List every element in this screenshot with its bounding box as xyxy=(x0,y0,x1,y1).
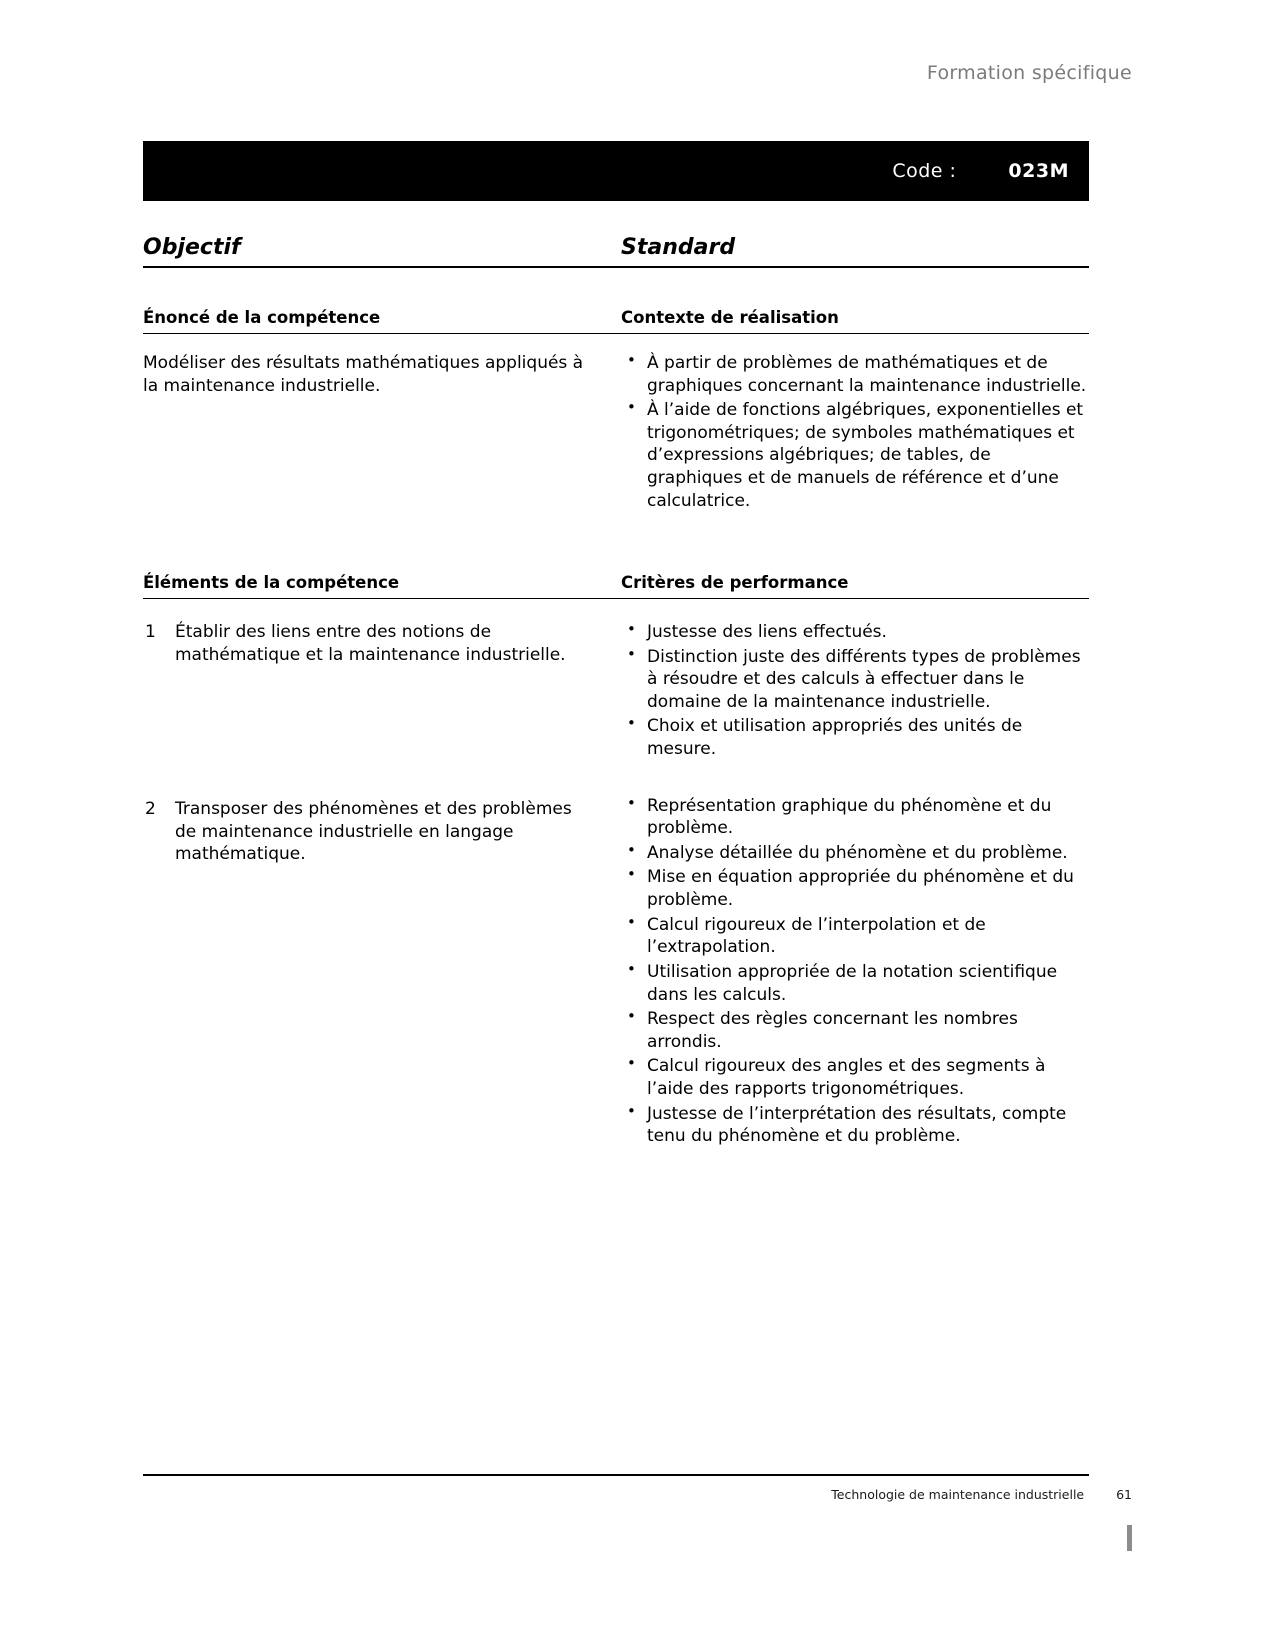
column-heading-standard: Standard xyxy=(621,235,736,260)
section2-right-title: Critères de performance xyxy=(621,573,849,592)
list-item: • Utilisation appropriée de la notation scientifique dans les calculs. xyxy=(621,961,1089,1006)
section1-right-title: Contexte de réalisation xyxy=(621,308,839,327)
list-item: • Distinction juste des différents types de problèmes à résoudre et des calculs à effectuer dans le domaine de la maintenance industrielle. xyxy=(621,646,1089,714)
footer xyxy=(831,1487,1132,1502)
footer-document-title: Technologie de maintenance industrielle xyxy=(831,1487,1085,1502)
list-item xyxy=(143,621,595,666)
section2-right-body xyxy=(621,621,1089,1170)
code-value: 023M xyxy=(1008,160,1069,182)
list-item: • Calcul rigoureux des angles et des segments à l’aide des rapports trigonométriques. xyxy=(621,1055,1089,1100)
column-headings xyxy=(143,235,1089,268)
code-label: Code : xyxy=(892,160,957,182)
list-item: • Justesse de l’interprétation des résultats, compte tenu du phénomène et du problème. xyxy=(621,1103,1089,1148)
list-item: • Mise en équation appropriée du phénomène et du problème. xyxy=(621,866,1089,911)
contexte-bullet-list xyxy=(621,352,1089,512)
list-item: • Analyse détaillée du phénomène et du problème. xyxy=(621,842,1089,865)
element-number: 1 xyxy=(145,622,156,642)
list-item xyxy=(143,798,595,866)
list-item: • À l’aide de fonctions algébriques, exponentielles et trigonométriques; de symboles mathématiques et d’expressions algébriques; de tables, de graphiques et de manuels de référence et d’une calculatrice. xyxy=(621,399,1089,512)
element-text: Transposer des phénomènes et des problèmes de maintenance industrielle en langage mathématique. xyxy=(175,799,572,865)
criteria-group-2 xyxy=(621,795,1089,1148)
list-item: • Représentation graphique du phénomène et du problème. xyxy=(621,795,1089,840)
competence-statement-text: Modéliser des résultats mathématiques appliqués à la maintenance industrielle. xyxy=(143,353,584,396)
running-head: Formation spécifique xyxy=(926,62,1132,84)
section2-left-title: Éléments de la compétence xyxy=(143,573,400,592)
criteria-group-1 xyxy=(621,621,1089,761)
section1-right-body xyxy=(621,352,1089,514)
element-text: Établir des liens entre des notions de mathématique et la maintenance industrielle. xyxy=(175,622,566,665)
element-number: 2 xyxy=(145,799,156,820)
code-bar xyxy=(143,141,1089,201)
list-item: • Choix et utilisation appropriés des unités de mesure. xyxy=(621,715,1089,760)
list-item: • Calcul rigoureux de l’interpolation et de l’extrapolation. xyxy=(621,914,1089,959)
footer-page-number: 61 xyxy=(1116,1487,1132,1502)
column-heading-objectif: Objectif xyxy=(143,235,241,260)
section-competence-elements xyxy=(143,573,1089,1170)
footer-divider xyxy=(143,1474,1089,1476)
section2-left-body xyxy=(143,621,621,1170)
section2-titles xyxy=(143,573,1089,599)
elements-list xyxy=(143,621,595,866)
list-item: • À partir de problèmes de mathématiques et de graphiques concernant la maintenance industrielle. xyxy=(621,352,1089,397)
list-item: • Respect des règles concernant les nombres arrondis. xyxy=(621,1008,1089,1053)
section1-left-body xyxy=(143,352,621,514)
section2-body xyxy=(143,621,1089,1170)
footer-mark xyxy=(1127,1525,1132,1551)
criteria-list xyxy=(621,621,1089,761)
criteria-list xyxy=(621,795,1089,1148)
section-competence-statement xyxy=(143,308,1089,514)
section1-body xyxy=(143,352,1089,514)
section1-titles xyxy=(143,308,1089,334)
list-item: • Justesse des liens effectués. xyxy=(621,621,1089,644)
section1-left-title: Énoncé de la compétence xyxy=(143,308,381,327)
